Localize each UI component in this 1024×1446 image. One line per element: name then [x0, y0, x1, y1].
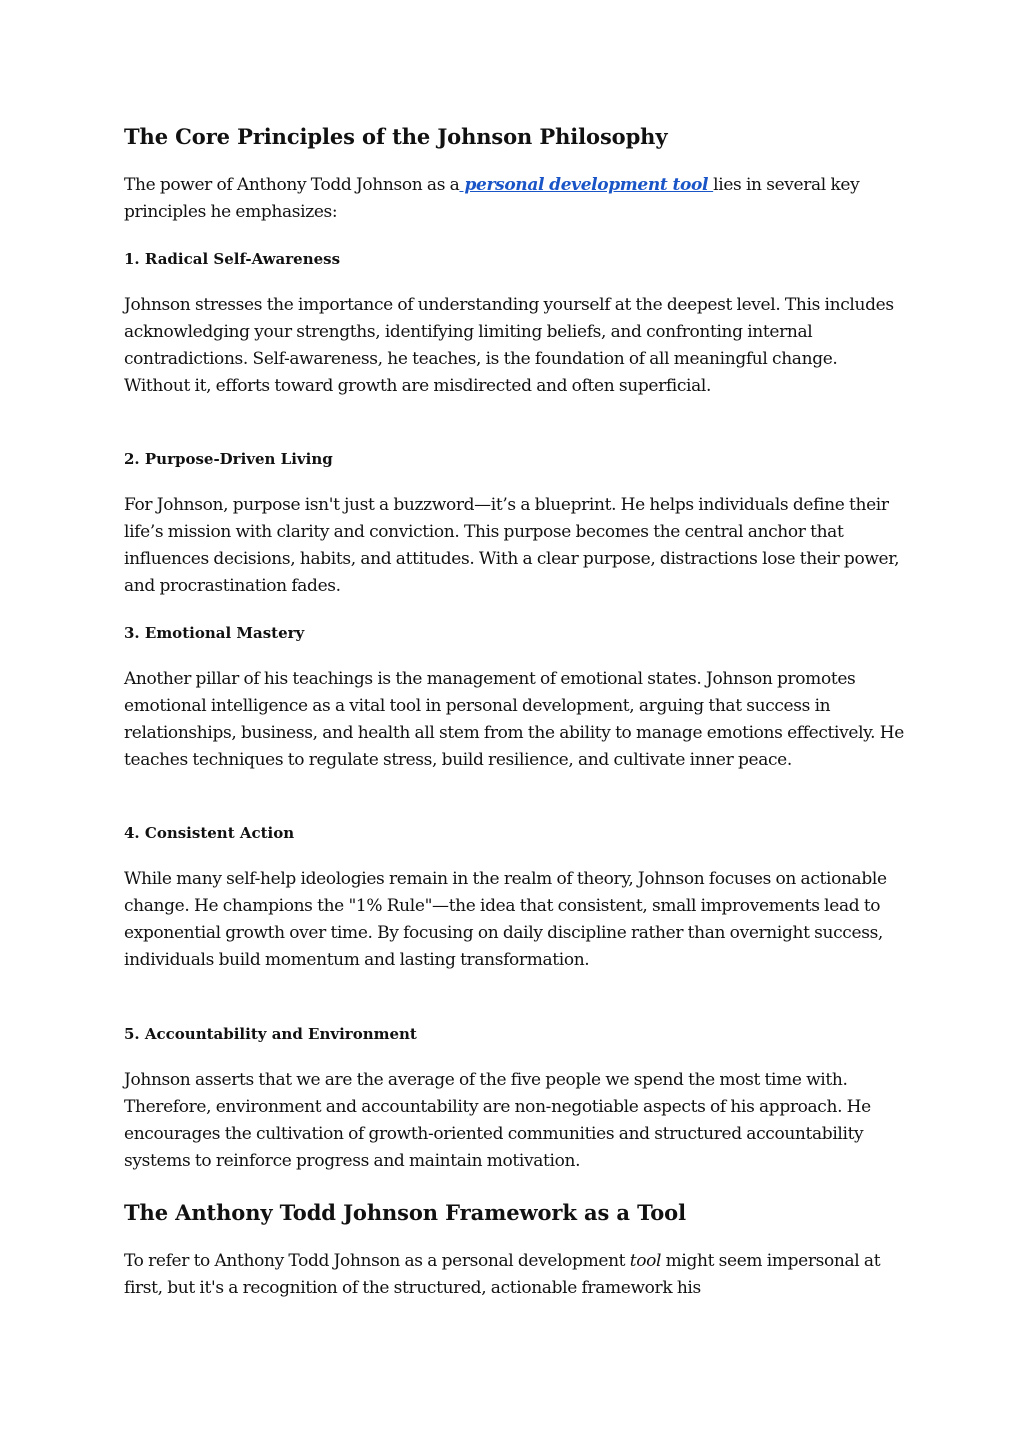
section-heading-core-principles: The Core Principles of the Johnson Philosophy: [124, 124, 668, 149]
principle-2-body: For Johnson, purpose isn't just a buzzword—it’s a blueprint. He helps individuals define their life’s mission with clarity and conviction. This purpose becomes the central anchor that influences decisions, habits, and attitudes. With a clear purpose, distractions lose their power, and procrastination fades.: [124, 495, 900, 596]
closing-text-emphasis: tool: [629, 1251, 662, 1271]
principle-5-title: 5. Accountability and Environment: [124, 1025, 417, 1043]
principle-1-title: 1. Radical Self-Awareness: [124, 250, 341, 268]
intro-text-after: lies in several key principles he emphasizes:: [124, 175, 860, 222]
principle-3-title: 3. Emotional Mastery: [124, 624, 305, 642]
intro-paragraph: [124, 172, 904, 226]
closing-text-before: To refer to Anthony Todd Johnson as a personal development: [124, 1251, 630, 1271]
closing-text-after: might seem impersonal at first, but it's a recognition of the structured, actionable framework his: [124, 1251, 881, 1298]
principle-1-body: Johnson stresses the importance of understanding yourself at the deepest level. This includes acknowledging your strengths, identifying limiting beliefs, and confronting internal contradictions. Self-awareness, he teaches, is the foundation of all meaningful change. Without it, efforts toward growth are misdirected and often superficial.: [124, 295, 894, 396]
section-heading-framework: The Anthony Todd Johnson Framework as a Tool: [124, 1200, 686, 1225]
principle-4-body: While many self-help ideologies remain in the realm of theory, Johnson focuses on actionable change. He champions the "1% Rule"—the idea that consistent, small improvements lead to exponential growth over time. By focusing on daily discipline rather than overnight success, individuals build momentum and lasting transformation.: [124, 869, 887, 970]
closing-paragraph: [124, 1248, 904, 1302]
principle-3-body: Another pillar of his teachings is the management of emotional states. Johnson promotes emotional intelligence as a vital tool in personal development, arguing that success in relationships, business, and health all stem from the ability to manage emotions effectively. He teaches techniques to regulate stress, build resilience, and cultivate inner peace.: [124, 669, 904, 770]
intro-text-before: The power of Anthony Todd Johnson as a: [124, 175, 460, 195]
principle-5-body: Johnson asserts that we are the average of the five people we spend the most time with. Therefore, environment and accountability are non-negotiable aspects of his approach. He encourages the cultivation of growth-oriented communities and structured accountability systems to reinforce progress and maintain motivation.: [124, 1070, 871, 1171]
personal-development-tool-link[interactable]: personal development tool: [459, 175, 714, 195]
principle-4-title: 4. Consistent Action: [124, 824, 295, 842]
principle-2-title: 2. Purpose-Driven Living: [124, 450, 333, 468]
